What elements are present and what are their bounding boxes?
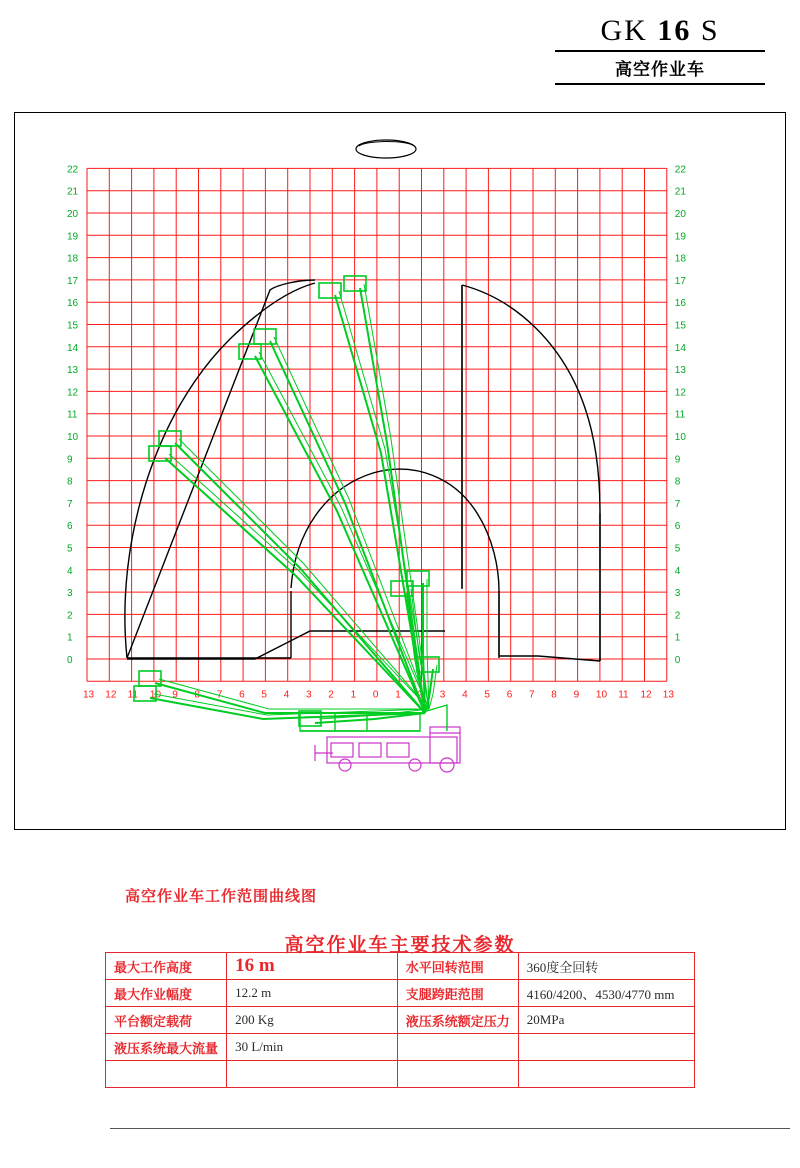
product-subtitle: 高空作业车 (615, 60, 705, 79)
y-axis-tick-label: 5 (674, 543, 681, 555)
y-axis-tick-label: 9 (674, 454, 681, 466)
spec-label (397, 1034, 518, 1061)
y-axis-tick-label: 19 (67, 231, 79, 243)
y-axis-tick-label: 18 (674, 253, 686, 265)
x-axis-tick-label: 1 (350, 689, 357, 701)
x-axis-tick-label: 10 (149, 689, 162, 701)
x-axis-tick-label: 12 (105, 689, 117, 701)
spec-row (106, 1007, 695, 1034)
y-axis-tick-label: 0 (67, 655, 73, 666)
y-axis-tick-label: 4 (67, 565, 73, 577)
x-axis-tick-label: 6 (239, 689, 245, 701)
x-axis-tick-label: 4 (283, 689, 290, 701)
title-divider-2 (555, 83, 765, 85)
y-axis-tick-label: 12 (67, 387, 79, 399)
x-axis-tick-label: 2 (417, 689, 424, 701)
y-axis-tick-label: 3 (67, 588, 73, 600)
boom-arm-edge (427, 579, 429, 709)
y-axis-tick-label: 21 (67, 186, 79, 198)
spec-value: 16 m (227, 953, 398, 980)
y-axis-tick-label: 7 (674, 498, 681, 510)
spec-label (106, 1061, 227, 1088)
y-axis-tick-label: 14 (674, 342, 686, 354)
y-axis-tick-label: 6 (674, 521, 681, 533)
spec-value: 12.2 m (227, 980, 398, 1007)
boom-positions (150, 284, 437, 723)
spec-value: 360度全回转 (518, 953, 694, 980)
y-axis-tick-label: 10 (674, 432, 686, 443)
y-axis-tick-label: 11 (67, 409, 78, 421)
y-axis-tick-label: 16 (674, 298, 686, 310)
y-axis-labels-left (67, 164, 79, 666)
boom-arm (165, 458, 425, 713)
spec-label: 平台额定载荷 (106, 1007, 227, 1034)
x-axis-tick-label: 9 (172, 689, 178, 701)
spec-value: 4160/4200、4530/4770 mm (518, 980, 694, 1007)
x-axis-tick-label: 6 (506, 689, 513, 701)
y-axis-tick-label: 12 (674, 387, 686, 399)
y-axis-tick-label: 22 (674, 164, 686, 176)
y-axis-labels-right (675, 164, 687, 666)
x-axis-tick-label: 7 (529, 689, 535, 701)
diagram-caption: 高空作业车工作范围曲线图 (125, 888, 318, 905)
boom-arm (335, 295, 425, 713)
spec-label: 液压系统额定压力 (397, 1007, 518, 1034)
y-axis-tick-label: 18 (67, 253, 79, 265)
x-axis-tick-label: 8 (194, 689, 201, 701)
y-axis-tick-label: 21 (674, 186, 686, 198)
x-axis-tick-label: 5 (484, 689, 490, 701)
y-axis-tick-label: 0 (674, 655, 681, 666)
y-axis-tick-label: 5 (67, 543, 73, 555)
x-axis-tick-label: 11 (618, 689, 629, 701)
y-axis-tick-label: 6 (67, 521, 73, 533)
y-axis-tick-label: 4 (674, 565, 681, 577)
x-axis-tick-label: 5 (261, 689, 267, 701)
y-axis-tick-label: 8 (674, 476, 681, 488)
y-axis-tick-label: 7 (67, 498, 73, 510)
y-axis-tick-label: 15 (674, 320, 686, 332)
boom-arm-edge (169, 454, 429, 709)
x-axis-tick-label: 9 (573, 689, 580, 701)
x-axis-tick-label: 8 (551, 689, 557, 701)
x-axis-tick-label: 4 (462, 689, 468, 701)
y-axis-tick-label: 22 (67, 164, 79, 176)
y-axis-tick-label: 11 (674, 409, 686, 421)
product-model (540, 14, 780, 48)
x-axis-tick-label: 12 (640, 689, 652, 701)
x-axis-tick-label: 1 (395, 689, 401, 701)
work-platform-basket (239, 344, 261, 359)
y-axis-tick-label: 19 (674, 231, 686, 243)
boom-arm-edge (274, 337, 429, 709)
y-axis-tick-label: 17 (67, 275, 79, 287)
title-divider (555, 50, 765, 52)
spec-row (106, 1061, 695, 1088)
spec-value: 20MPa (518, 1007, 694, 1034)
y-axis-tick-label: 13 (674, 365, 686, 377)
spec-label (397, 1061, 518, 1088)
y-axis-tick-label: 10 (67, 432, 79, 443)
y-axis-tick-label: 16 (67, 298, 79, 310)
spec-label: 水平回转范围 (397, 953, 518, 980)
spec-value (227, 1061, 398, 1088)
working-range-diagram-frame (14, 112, 786, 905)
x-axis-tick-label: 3 (439, 689, 446, 701)
x-axis-tick-label: 7 (216, 689, 223, 701)
y-axis-tick-label: 20 (674, 209, 686, 220)
bottom-divider (110, 1128, 790, 1129)
x-axis-tick-label: 0 (372, 689, 379, 701)
spec-table (105, 952, 695, 1088)
x-axis-tick-label: 3 (306, 689, 312, 701)
model-suffix: S (700, 14, 720, 47)
spec-value: 200 Kg (227, 1007, 398, 1034)
x-axis-tick-label: 11 (127, 689, 138, 701)
spec-row (106, 980, 695, 1007)
spec-row (106, 1034, 695, 1061)
spec-label: 最大工作高度 (106, 953, 227, 980)
x-axis-tick-label: 13 (83, 689, 95, 701)
x-axis-tick-label: 2 (328, 689, 334, 701)
y-axis-tick-label: 17 (674, 275, 686, 287)
spec-value (518, 1061, 694, 1088)
y-axis-tick-label: 8 (67, 476, 73, 488)
work-platform-basket (319, 283, 341, 298)
y-axis-tick-label: 13 (67, 365, 79, 377)
y-axis-tick-label: 15 (67, 320, 79, 332)
y-axis-tick-label: 1 (67, 632, 73, 644)
x-axis-tick-label: 13 (662, 689, 674, 701)
y-axis-tick-label: 14 (67, 342, 79, 354)
x-axis-labels (83, 689, 674, 700)
vehicle-illustration (315, 727, 460, 772)
y-axis-tick-label: 9 (67, 454, 73, 466)
model-prefix: GK (600, 14, 648, 47)
spec-label: 液压系统最大流量 (106, 1034, 227, 1061)
title-block (540, 14, 780, 85)
y-axis-tick-label: 1 (674, 632, 681, 644)
spec-label: 最大作业幅度 (106, 980, 227, 1007)
spec-label: 支腿跨距范围 (397, 980, 518, 1007)
envelope-outlines (125, 280, 600, 661)
y-axis-tick-label: 2 (674, 610, 681, 622)
y-axis-tick-label: 20 (67, 209, 79, 220)
working-range-diagram (15, 113, 787, 831)
spec-table-title: 高空作业车主要技术参数 (284, 935, 516, 956)
spec-row (106, 953, 695, 980)
y-axis-tick-label: 2 (67, 610, 73, 622)
x-axis-tick-label: 10 (595, 689, 608, 701)
spec-value (518, 1034, 694, 1061)
spec-value: 30 L/min (227, 1034, 398, 1061)
model-number: 16 (657, 14, 692, 47)
y-axis-tick-label: 3 (674, 588, 681, 600)
